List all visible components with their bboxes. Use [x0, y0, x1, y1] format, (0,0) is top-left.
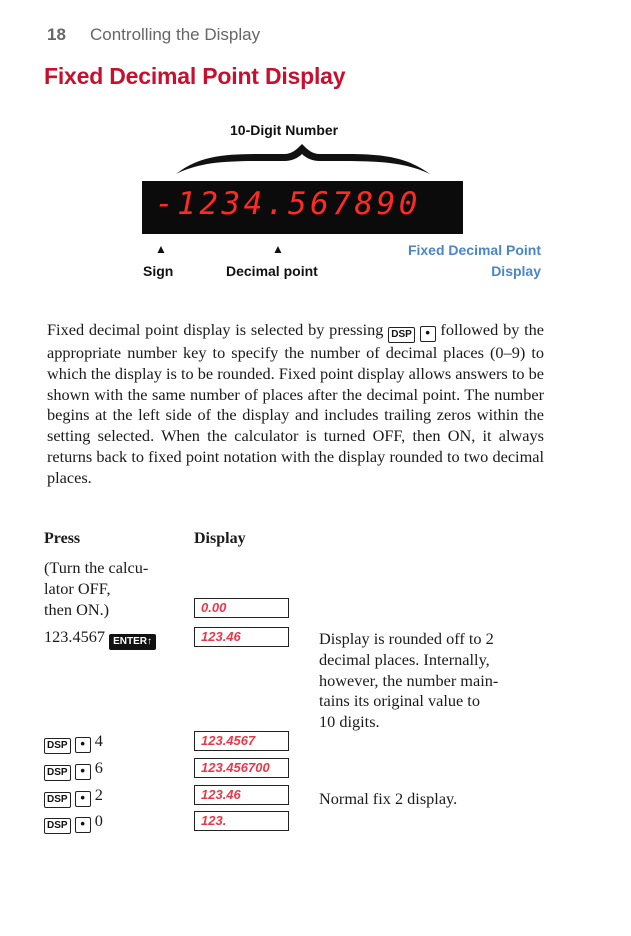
display-value: 123.4567: [201, 733, 256, 748]
press-column-header: Press: [44, 530, 81, 547]
dot-key: •: [75, 791, 91, 807]
note-line: decimal places. Internally,: [319, 649, 490, 669]
display-value: 123.456700: [201, 760, 270, 775]
dsp-key: DSP: [44, 818, 71, 834]
press-row: [44, 811, 103, 834]
enter-key: ENTER↑: [109, 634, 156, 650]
display-box: [194, 758, 289, 778]
sign-arrow-icon: ▲: [155, 242, 167, 256]
display-box: [194, 627, 289, 647]
display-box: [194, 811, 289, 831]
page-number: 18: [47, 25, 66, 44]
press-row: [44, 731, 103, 754]
turn-off-on-instruction: [44, 558, 184, 620]
section-title: Fixed Decimal Point Display: [44, 63, 346, 89]
press-number: 6: [94, 758, 103, 777]
display-value: 0.00: [201, 600, 227, 615]
display-box: [194, 785, 289, 805]
turn-line: (Turn the calcu-: [44, 558, 149, 577]
note-line: tains its original value to: [319, 691, 480, 711]
paragraph-rest: followed by the appropriate number key to specify the number of decimal places (0–9) to which the display is to be rounded. Fixed point display allows answers to be shown with the same number of places after the decimal point. The number begins at the left side of the display and includes trailing zeros within the setting selected. When the calculator is turned OFF, then ON, it always returns back to fixed point notation with the display rounded to two decimal places.: [47, 320, 545, 487]
press-number: 4: [94, 731, 103, 750]
press-row: [44, 758, 103, 781]
display-value: 123.: [201, 813, 227, 828]
decimal-point-arrow-icon: ▲: [272, 242, 284, 256]
press-number: 2: [94, 785, 103, 804]
dot-key: •: [75, 764, 91, 780]
digits-label: 10-Digit Number: [230, 122, 339, 138]
display-box: [194, 598, 289, 618]
fixed-display-label-line2: Display: [491, 263, 541, 279]
led-readout: -1234.567890: [155, 186, 421, 222]
running-title: Controlling the Display: [90, 25, 261, 44]
decimal-point-label: Decimal point: [226, 263, 318, 279]
display-column-header: Display: [194, 530, 246, 547]
press-row: [44, 627, 156, 650]
display-value: 123.46: [201, 787, 241, 802]
display-box: [194, 731, 289, 751]
dsp-key: DSP: [44, 738, 71, 754]
normal-fix-note: Normal fix 2 display.: [319, 789, 458, 808]
sign-label: Sign: [143, 263, 174, 279]
note-line: however, the number main-: [319, 670, 499, 690]
fixed-display-label: Fixed Decimal Point: [407, 242, 541, 258]
body-paragraph: [47, 320, 544, 489]
brace-icon: [174, 144, 432, 178]
dsp-key: DSP: [44, 765, 71, 781]
dsp-key: DSP: [388, 327, 415, 343]
note-line: 10 digits.: [319, 712, 380, 732]
led-display-panel: [142, 181, 463, 234]
display-value: 123.46: [201, 629, 241, 644]
press-number: 123.4567: [44, 627, 106, 646]
dot-key: •: [75, 817, 91, 833]
turn-line: lator OFF,: [44, 578, 111, 598]
press-number: 0: [94, 811, 103, 830]
dot-key: •: [75, 737, 91, 753]
note-line: Display is rounded off to 2: [319, 629, 494, 648]
rounding-note: [319, 629, 559, 733]
turn-line: then ON.): [44, 599, 110, 619]
press-row: [44, 785, 103, 808]
dot-key: •: [420, 326, 436, 342]
dsp-key: DSP: [44, 792, 71, 808]
paragraph-lead: Fixed decimal point display is selected by pressing: [47, 320, 384, 339]
